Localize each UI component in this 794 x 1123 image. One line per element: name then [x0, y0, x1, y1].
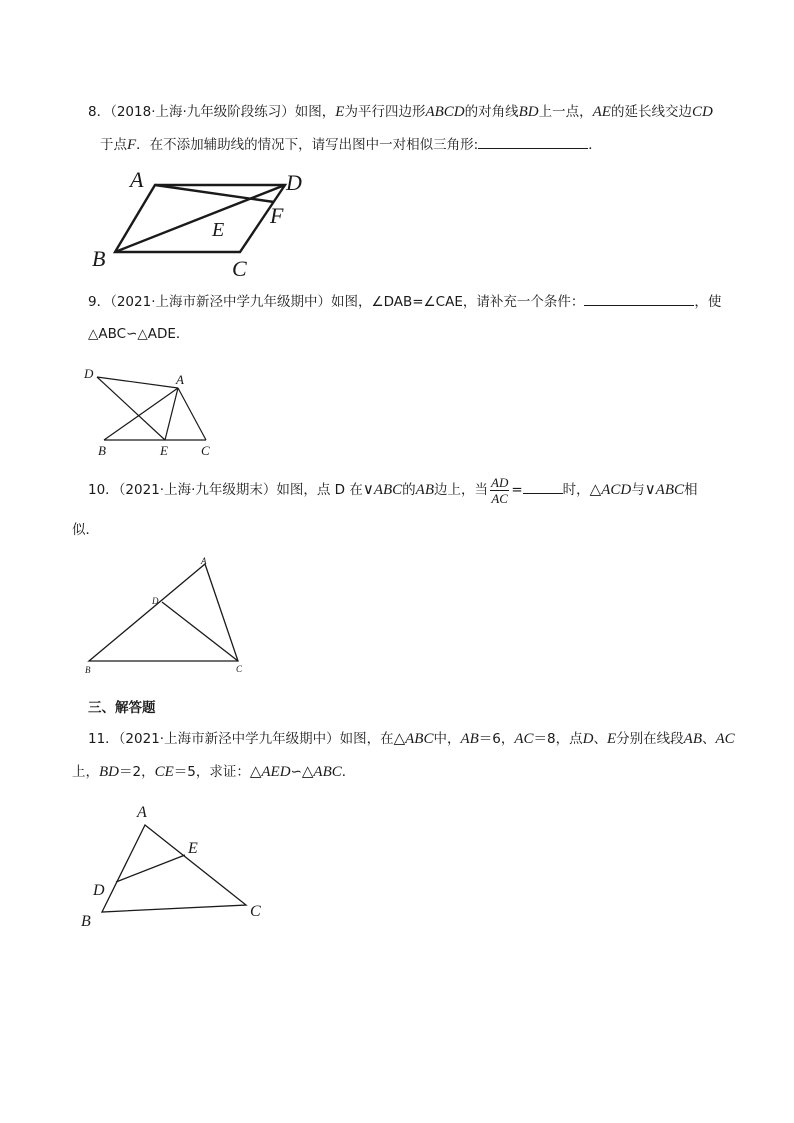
- section-heading: 三、解答题: [88, 700, 156, 716]
- q11-triangle-figure: [75, 795, 285, 935]
- q10-label-a: A: [201, 556, 207, 566]
- q8-parallelogram-figure: [80, 160, 330, 280]
- q10-triangle-figure: [80, 552, 260, 682]
- q9-label-b: B: [98, 443, 106, 458]
- q8-label-b: B: [92, 246, 106, 271]
- q9-label-d: D: [84, 366, 94, 381]
- q8-label-d: D: [286, 170, 302, 195]
- q9-text-line2: △ABC∽△ADE．: [88, 326, 190, 342]
- q9-answer-blank[interactable]: [584, 293, 694, 306]
- q9-label-c: C: [201, 443, 210, 458]
- q9-label-a: A: [176, 372, 184, 387]
- q11-text-line1: 11．（2021·上海市新泾中学九年级期中）如图，在△ABC中，AB＝6，AC＝8，点D、E分别在线段AB、AC: [88, 731, 735, 747]
- q10-label-b: B: [85, 665, 91, 675]
- q8-text-line2: 于点F．在不添加辅助线的情况下，请写出图中一对相似三角形: ．: [100, 137, 602, 153]
- q10-answer-blank[interactable]: [523, 481, 563, 494]
- q9-text-line1: 9．（2021·上海市新泾中学九年级期中）如图，∠DAB=∠CAE，请补充一个条件： ，使: [88, 294, 722, 310]
- q8-label-c: C: [232, 256, 247, 281]
- q11-label-d: D: [93, 882, 105, 899]
- q11-text-line2: 上，BD＝2，CE＝5，求证：△AED∽△ABC．: [72, 764, 356, 780]
- q8-text-line1: 8．（2018·上海·九年级阶段练习）如图，E为平行四边形ABCD的对角线BD上一点，AE的延长线交边CD: [88, 104, 713, 120]
- q10-text-line1: 10．（2021·上海·九年级期末）如图，点 D 在∨ABC的AB边上，当 $\frac{AD}{AC}$ = 时，△ACD与∨ABC相: [88, 474, 698, 506]
- q8-answer-blank[interactable]: [478, 136, 588, 149]
- q8-label-a: A: [130, 167, 144, 192]
- q9-label-e: E: [160, 443, 168, 458]
- q9-triangles-figure: [80, 362, 230, 462]
- q10-fraction: $\frac{AD}{AC}$: [491, 474, 509, 506]
- q11-label-b: B: [81, 913, 91, 930]
- q10-text-line2: 似．: [72, 522, 99, 538]
- q11-label-e: E: [188, 840, 198, 857]
- q10-label-d: D: [152, 596, 159, 606]
- q11-label-a: A: [137, 804, 147, 821]
- q8-label-e: E: [212, 219, 225, 241]
- q10-label-c: C: [236, 664, 243, 674]
- q11-label-c: C: [250, 903, 261, 920]
- q8-label-f: F: [270, 203, 284, 228]
